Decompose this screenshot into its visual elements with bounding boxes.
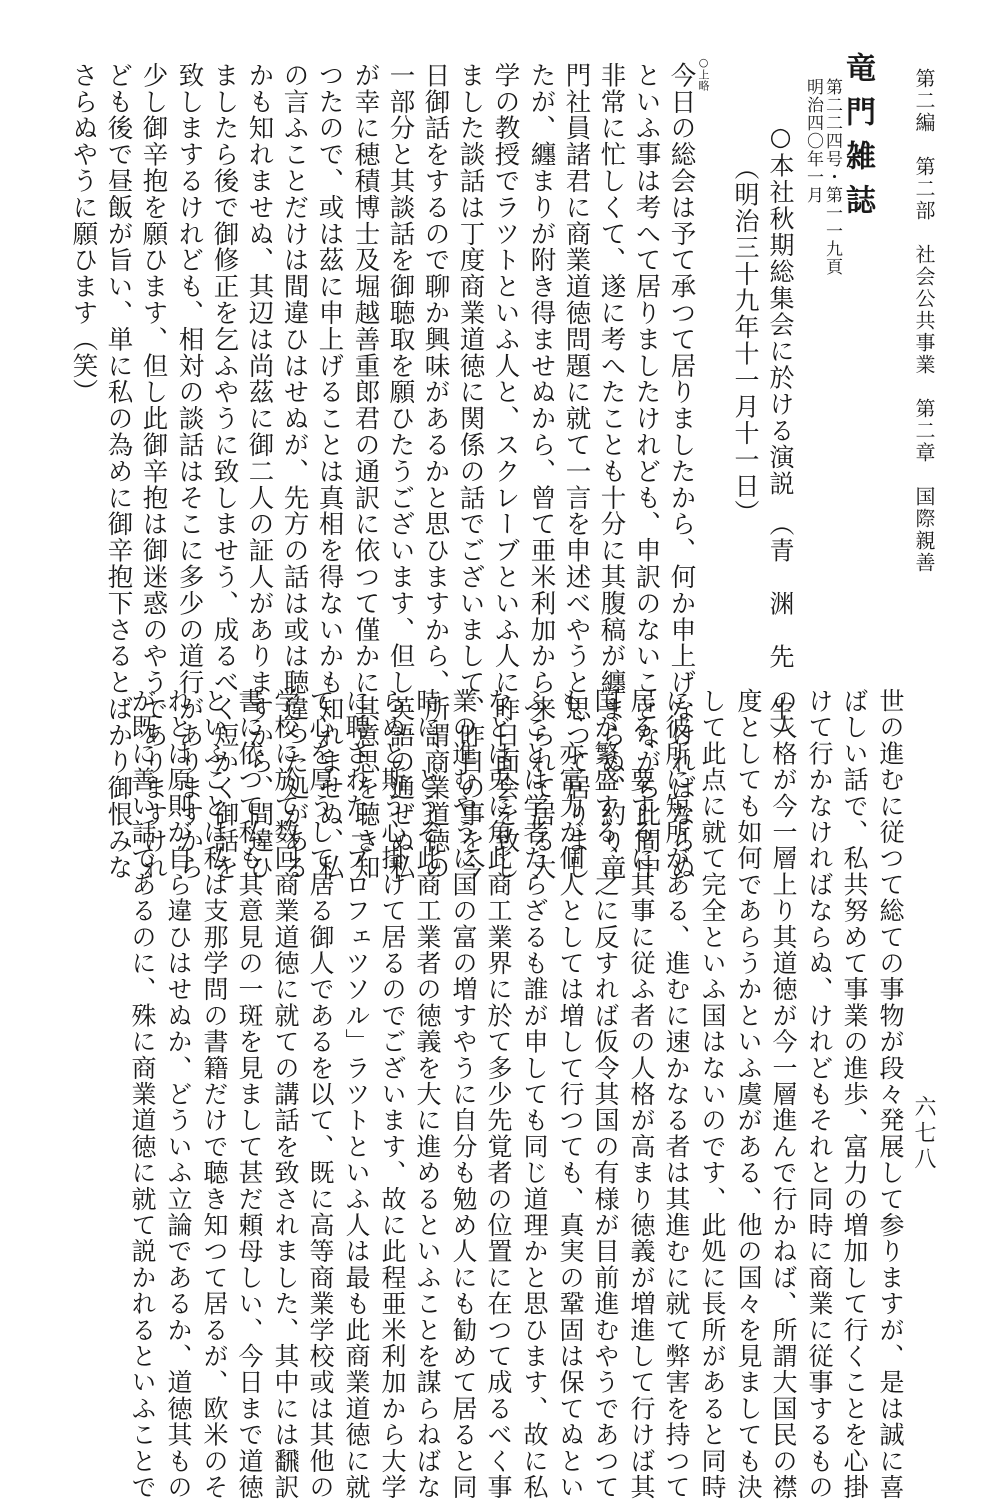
- text-column: らぬと斯う心掛けて居るのでございます、故に此程亜米利加から大学: [378, 688, 407, 1500]
- issue-info-line1: 第二二四号・第一一九頁: [822, 78, 842, 276]
- text-column: の人格が今一層上り其道徳が今一層進んで行かねば、所謂大国民の襟: [769, 688, 798, 1500]
- text-column: つたので、或は茲に申上げることは真相を得ないかも知れませぬ、私: [314, 62, 345, 881]
- text-column: て心を厚うして居る御人であるを以て、既に高等商業学校或は其他の: [306, 688, 335, 1500]
- omission-mark: ○上略: [697, 56, 710, 91]
- running-header: 第二編 第二部 社会公共事業 第二章 国際親善: [912, 68, 936, 574]
- text-column: 非常に忙しくて、遂に考へたことも十分に其腹稿が纏まらぬ、約り竜: [596, 62, 627, 881]
- text-column: ばしい話で、私共努めて事業の進歩、富力の増加して行くことを心掛: [840, 688, 869, 1500]
- magazine-title: 竜門雑誌: [840, 52, 875, 228]
- article-title: ○本社秋期総集会に於ける演説 （青 渊 先 生）: [766, 122, 795, 750]
- text-column: といふことは私は支那学問の書籍だけで聴き知つて居るが、欧米のそ: [200, 688, 229, 1500]
- text-column: ふことは学者たらざるも誰が申しても同じ道理かと思ひます、故に私: [520, 688, 549, 1500]
- text-column: の言ふことだけは間違ひはせぬが、先方の話は或は聴違つた処がある: [279, 62, 310, 881]
- article-date: （明治三十九年十一月十一日）: [731, 155, 760, 526]
- text-column: といふ事は考へて居りましたけれども、申訳のないことながら此間中: [631, 62, 662, 881]
- text-column: 少し御辛抱を願ひます、但し此御辛抱は御迷惑のやうでありますけれ: [138, 62, 169, 881]
- text-column: 書に依つて私も其意見の一斑を見まして甚だ頼母しい、今日まで道徳: [235, 688, 264, 1500]
- text-column: 致しまするけれども、相対の談話はそこに多少の道行がありますから: [174, 62, 205, 881]
- text-column: 業の進むやうに国の富の増すやうに自分も勉め人にも勧めて居ると同: [449, 688, 478, 1500]
- text-column: して此点に就て完全といふ国はないのです、此処に長所があると同時: [698, 688, 727, 1500]
- text-column: 世の進むに従つて総ての事物が段々発展して参りますが、是は誠に喜: [876, 688, 905, 1500]
- text-column: 度としても如何であらうかといふ虞がある、他の国々を見ましても決: [734, 688, 763, 1500]
- text-column: 今日の総会は予て承つて居りましたから、何か申上げなければならぬ: [666, 62, 697, 881]
- text-column: も、亦富力が個人としては増して行つても、真実の鞏固は保てぬとい: [556, 688, 585, 1500]
- text-column: に聘された「プロフェツソル」ラツトといふ人は最も此商業道徳に就: [342, 688, 371, 1500]
- text-column: 居る、要するに其事に従ふ者の人格が高まり徳義が増進して行けば其: [627, 688, 656, 1500]
- text-column: ども後で昼飯が旨い、単に私の為めに御辛抱下さるとばかり御恨みな: [103, 62, 134, 881]
- text-column: 日御話をするので聊か興味があるかと思ひますから、所謂商業道徳の: [420, 62, 451, 881]
- text-column: ましたら後で御修正を乞ふやうに致しませう、成るべく短かく御話を: [209, 62, 240, 881]
- text-column: けて行かなければならぬ、けれどもそれと同時に商業に従事するもの: [805, 688, 834, 1500]
- text-column: が既に善い話であるのに、殊に商業道徳に就て説かれるといふことで: [128, 688, 157, 1500]
- text-column: 一部分と其談話を御聴取を願ひたうございます、但し英語の通ぜぬ私: [385, 62, 416, 881]
- text-column: が幸に穂積博士及堀越善重郎君の通訳に依つて僅かに其意思を聴き知: [350, 62, 381, 881]
- text-column: かも知れませぬ、其辺は尚茲に御二人の証人がありますから、間違ひ: [244, 62, 275, 881]
- text-column: れとは原則が自ら違ひはせぬか、どういふ立論であるか、道徳其もの: [164, 688, 193, 1500]
- text-column: 時に、どうぞ此商工業者の徳義を大に進めるといふことを謀らねばな: [413, 688, 442, 1500]
- text-column: ました談話は丁度商業道徳に関係の話でございまして、昨日の事を今: [455, 62, 486, 881]
- text-column: 学校に於て数回商業道徳に就ての講話を致されました、其中には飜訳: [271, 688, 300, 1500]
- text-column: さらぬやうに願ひます（笑）: [68, 62, 99, 406]
- text-column: に彼所に短所がある、進むに速かなる者は其進むに就て弊害を持つて: [662, 688, 691, 1500]
- text-column: 国が繁盛する、之に反すれば仮令其国の有様が目前進むやうであつて: [591, 688, 620, 1500]
- text-column: 学の教授でラツトといふ人と、スクレーブといふ人に昨日面会を致し: [490, 62, 521, 881]
- text-column: たが、纏まりが附き得ませぬから、曾て亜米利加から来られて居る大: [526, 62, 557, 881]
- page-number: 六七八: [911, 1095, 936, 1173]
- text-column: 門社員諸君に商業道徳問題に就て一言を申述べやうと思つて居りまし: [561, 62, 592, 881]
- text-column: などは兎に角此商工業界に於て多少先覚者の位置に在つて成るべく事: [484, 688, 513, 1500]
- issue-info-line2: 明治四〇年一月: [803, 78, 823, 204]
